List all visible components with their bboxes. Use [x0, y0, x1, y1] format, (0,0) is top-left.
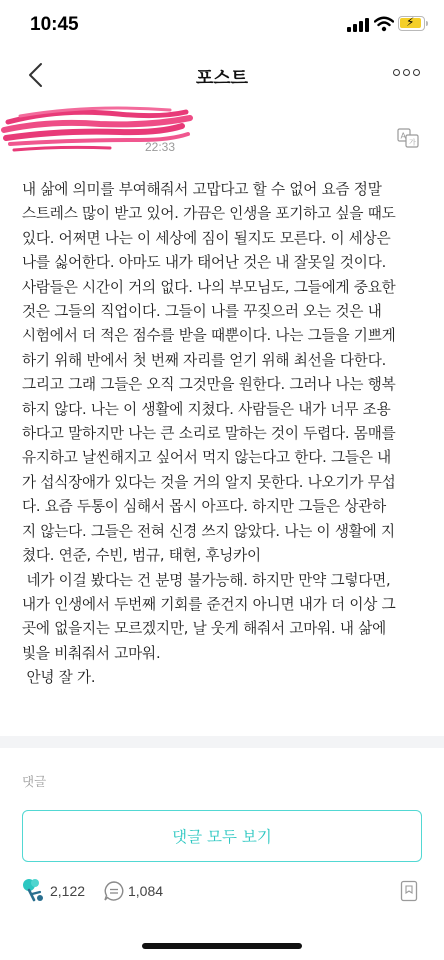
signal-icon: [347, 18, 369, 32]
post-author-area: [0, 100, 444, 172]
comment-count: 1,084: [128, 883, 164, 899]
translate-icon[interactable]: [397, 128, 419, 148]
bookmark-icon[interactable]: [400, 880, 418, 902]
more-icon[interactable]: [393, 67, 421, 79]
post-timestamp: 22:33: [145, 140, 176, 154]
status-time: 10:45: [30, 14, 79, 35]
battery-icon: [398, 16, 425, 31]
nav-bar: [0, 52, 444, 100]
charging-bolt-icon: ⚡: [406, 15, 415, 29]
battery-cap: [426, 21, 428, 26]
home-indicator: [142, 943, 302, 949]
svg-text:A: A: [400, 131, 406, 141]
page-title: 포스트: [195, 68, 249, 89]
comment-icon[interactable]: [103, 880, 125, 902]
comments-label: 댓글: [22, 774, 47, 789]
like-count: 2,122: [50, 883, 86, 899]
svg-text:가: 가: [409, 138, 416, 147]
like-icon[interactable]: [20, 876, 46, 904]
bottom-action-bar: [0, 870, 444, 914]
redaction-scribble: [0, 100, 200, 164]
post-body: 내 삶에 의미를 부여해줘서 고맙다고 할 수 없어 요즘 정말 스트레스 많이 받고 있어. 가끔은 인생을 포기하고 싶을 때도 있다. 어쩌면 나는 이 세상에 짐이 될지도 모른다. 이 세상은 나를 싫어한다. 아마도 내가 태어난 것은 내 잘못일 것이다. 사람들은 시간이 거의 없다. 나의 부모님도, 그들에게 중요한 것은 그들의 직업이다. 그들이 나를 꾸짖으러 오는 것은 내 시험에서 더 적은 점수를 받을 때뿐이다. 나는 그들을 기쁘게 하기 위해 반에서 첫 번째 자리를 얻기 위해 최선을 다한다. 그리고 그래 그들은 오직 그것만을 원한다. 그러나 나는 행복 하지 않다. 나는 이 생활에 지쳤다. 사람들은 내가 너무 조용 하다고 말하지만 나는 큰 소리로 말하는 것이 두렵다. 몸매를 유지하고 날씬해지고 싶어서 먹지 않는다고 한다. 그들은 내 가 섭식장애가 있다는 것을 거의 알지 못한다. 나오기가 무섭 다. 요즘 두통이 심해서 몹시 아프다. 하지만 그들은 상관하 지 않는다. 그들은 전혀 신경 쓰지 않았다. 나는 이 생활에 지 쳤다. 연준, 수빈, 범규, 태현, 후닝카이 네가 이걸 봤다는 건 분명 불가능해. 하지만 만약 그렇다면, 내가 인생에서 두번째 기회를 준건지 아니면 내가 더 이상 그 곳에 없을지는 모르겠지만, 날 웃게 해줘서 고마워. 내 삶에 빛을 비춰줘서 고마워. 안녕 잘 가.: [22, 181, 396, 687]
view-all-comments-button[interactable]: 댓글 모두 보기: [22, 810, 422, 862]
section-divider: [0, 736, 444, 748]
status-bar: [0, 0, 444, 52]
wifi-icon: [374, 16, 394, 32]
